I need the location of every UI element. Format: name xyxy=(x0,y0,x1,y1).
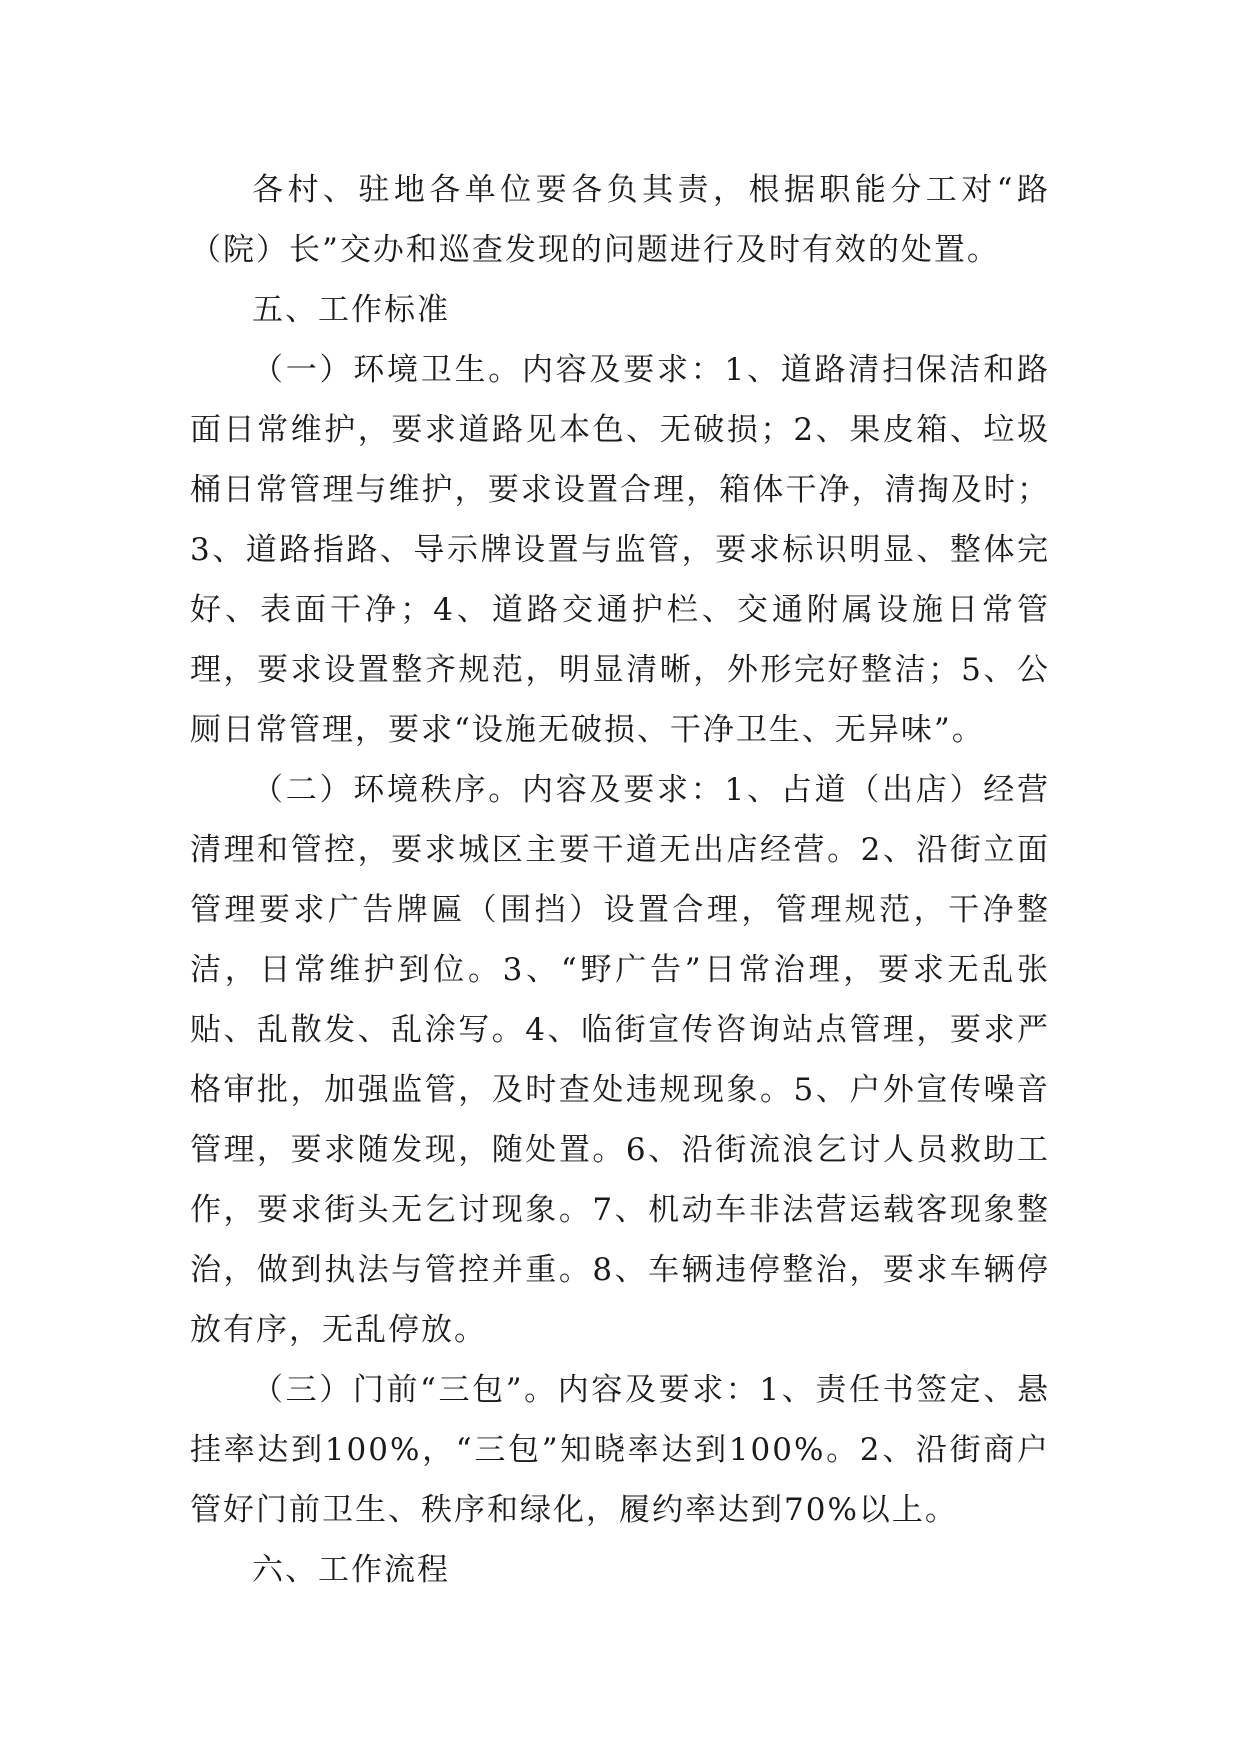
paragraph-three-guarantees: （三）门前“三包”。内容及要求：1、责任书签定、悬挂率达到100%，“三包”知晓率达到100%。2、沿街商户管好门前卫生、秩序和绿化，履约率达到70%以上。 xyxy=(190,1372,1050,1528)
section-heading-work-process: 六、工作流程 xyxy=(252,1552,450,1588)
document-page xyxy=(190,160,1050,1600)
section-heading-work-standards: 五、工作标准 xyxy=(252,292,450,328)
paragraph-environmental-sanitation: （一）环境卫生。内容及要求：1、道路清扫保洁和路面日常维护，要求道路见本色、无破损；2、果皮箱、垃圾桶日常管理与维护，要求设置合理，箱体干净，清掏及时；3、道路指路、导示牌设置与监管，要求标识明显、整体完好、表面干净；4、道路交通护栏、交通附属设施日常管理，要求设置整齐规范，明显清晰，外形完好整洁；5、公厕日常管理，要求“设施无破损、干净卫生、无异味”。 xyxy=(190,352,1050,748)
paragraph-unit-responsibility: 各村、驻地各单位要各负其责，根据职能分工对“路（院）长”交办和巡查发现的问题进行及时有效的处置。 xyxy=(190,172,1050,268)
paragraph-environmental-order: （二）环境秩序。内容及要求：1、占道（出店）经营清理和管控，要求城区主要干道无出店经营。2、沿街立面管理要求广告牌匾（围挡）设置合理，管理规范，干净整洁，日常维护到位。3、“野广告”日常治理，要求无乱张贴、乱散发、乱涂写。4、临街宣传咨询站点管理，要求严格审批，加强监管，及时查处违规现象。5、户外宣传噪音管理，要求随发现，随处置。6、沿街流浪乞讨人员救助工作，要求街头无乞讨现象。7、机动车非法营运载客现象整治，做到执法与管控并重。8、车辆违停整治，要求车辆停放有序，无乱停放。 xyxy=(190,772,1050,1348)
